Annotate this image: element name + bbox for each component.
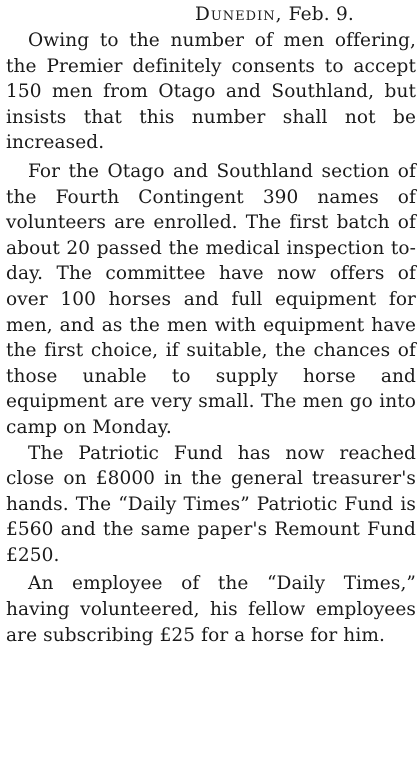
- dateline-date: Feb. 9.: [288, 4, 354, 25]
- paragraph-patriotic-fund: The Patriotic Fund has now reached close on £8000 in the general treasurer's hands. The “Daily Times” Patriotic Fund is £560 and the same paper's Remount Fund £250.: [6, 442, 416, 566]
- paragraph-premier-consents: Owing to the number of men offering, the Premier definitely consents to accept 150 men from Otago and Southland, but insists that this number shall not be increased.: [6, 30, 416, 154]
- dateline-place: Dunedin,: [195, 4, 283, 25]
- paragraph-fourth-contingent: For the Otago and Southland section of the Fourth Contingent 390 names of volunteers are enrolled. The first batch of about 20 passed the medical inspection to-day. The committee have now offers of over 100 horses and full equipment for men, and as the men with equipment have the first choice, if suitable, the chances of those unable to supply horse and equipment are very small. The men go into camp on Monday.: [6, 160, 416, 438]
- dateline: [6, 2, 416, 28]
- paragraph-employee-horse: An employee of the “Daily Times,” having volunteered, his fellow employees are subscribing £25 for a horse for him.: [6, 573, 416, 646]
